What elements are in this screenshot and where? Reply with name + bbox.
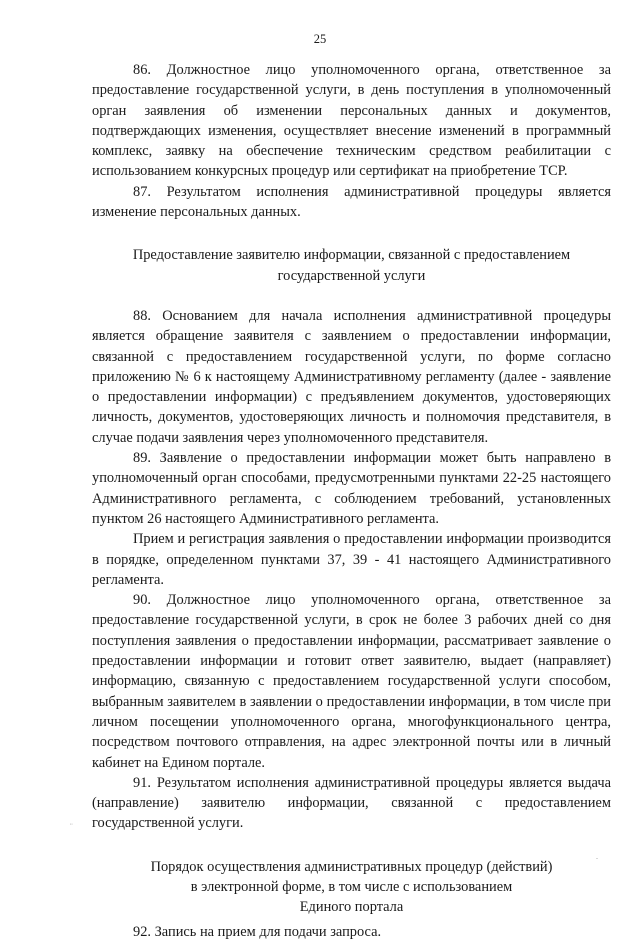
paragraph-91: 91. Результатом исполнения административной процедуры является выдача (направление) заявителю информации, связанной с предоставлением государственной услуги.: [92, 774, 611, 832]
paragraph-87: 87. Результатом исполнения административной процедуры является изменение персональных данных.: [92, 183, 611, 221]
paragraph-89-reception: Прием и регистрация заявления о предоставлении информации производится в порядке, определенном пунктами 37, 39 - 41 настоящего Административного регламента.: [92, 531, 611, 588]
page-number: 25: [313, 32, 327, 46]
paragraph-88: 88. Основанием для начала исполнения административной процедуры является обращение заявителя с заявлением о предоставлении информации, связанной с предоставлением государственной услуги, по форме согласно приложению № 6 к настоящему Административному регламенту (далее - заявление о предоставлении информации) с предъявлением документов, удостоверяющих личность, документов, удостоверяющих личность и полномочия представителя, в случае подачи заявления через уполномоченного представителя.: [92, 307, 611, 446]
paragraph-92: 92. Запись на прием для подачи запроса.: [133, 923, 382, 940]
paragraph-86: 86. Должностное лицо уполномоченного органа, ответственное за предоставление государственной услуги, в день поступления в уполномоченный орган заявления об изменении персональных данных и документов, подтверждающих изменения, осуществляет внесение изменений в программный комплекс, заявку на обеспечение техническим средством реабилитации с использованием конкурсных процедур или сертификат на приобретение ТСР.: [92, 62, 611, 180]
scan-speck: .: [596, 852, 598, 861]
section-heading-electronic-line-1: Порядок осуществления административных процедур (действий): [150, 858, 553, 875]
paragraph-89: 89. Заявление о предоставлении информации может быть направлено в уполномоченный орган способами, предусмотренными пунктами 22-25 настоящего Административного регламента, с соблюдением требований, установленных пунктом 26 настоящего Административного регламента.: [92, 450, 611, 527]
section-heading-electronic-line-2: в электронной форме, в том числе с использованием: [190, 878, 513, 895]
section-heading-information: Предоставление заявителю информации, связанной с предоставлением государственной услуги: [132, 247, 571, 284]
document-body: [92, 60, 611, 942]
section-heading-electronic-line-3: Единого портала: [299, 899, 404, 916]
paragraph-90: 90. Должностное лицо уполномоченного органа, ответственное за предоставление государственной услуги, в срок не более 3 рабочих дней со дня поступления заявления о предоставлении информации, рассматривает заявление о предоставлении информации и готовит ответ заявителю, выдает (направляет) информацию, связанную с предоставлением государственной услуги способом, выбранным заявителем в заявлении о предоставлении информации, в том числе при личном посещении уполномоченного органа, многофункционального центра, посредством почтового отправления, на адрес электронной почты или в личный кабинет на Едином портале.: [92, 592, 611, 771]
scan-speck: ¨: [70, 822, 73, 831]
